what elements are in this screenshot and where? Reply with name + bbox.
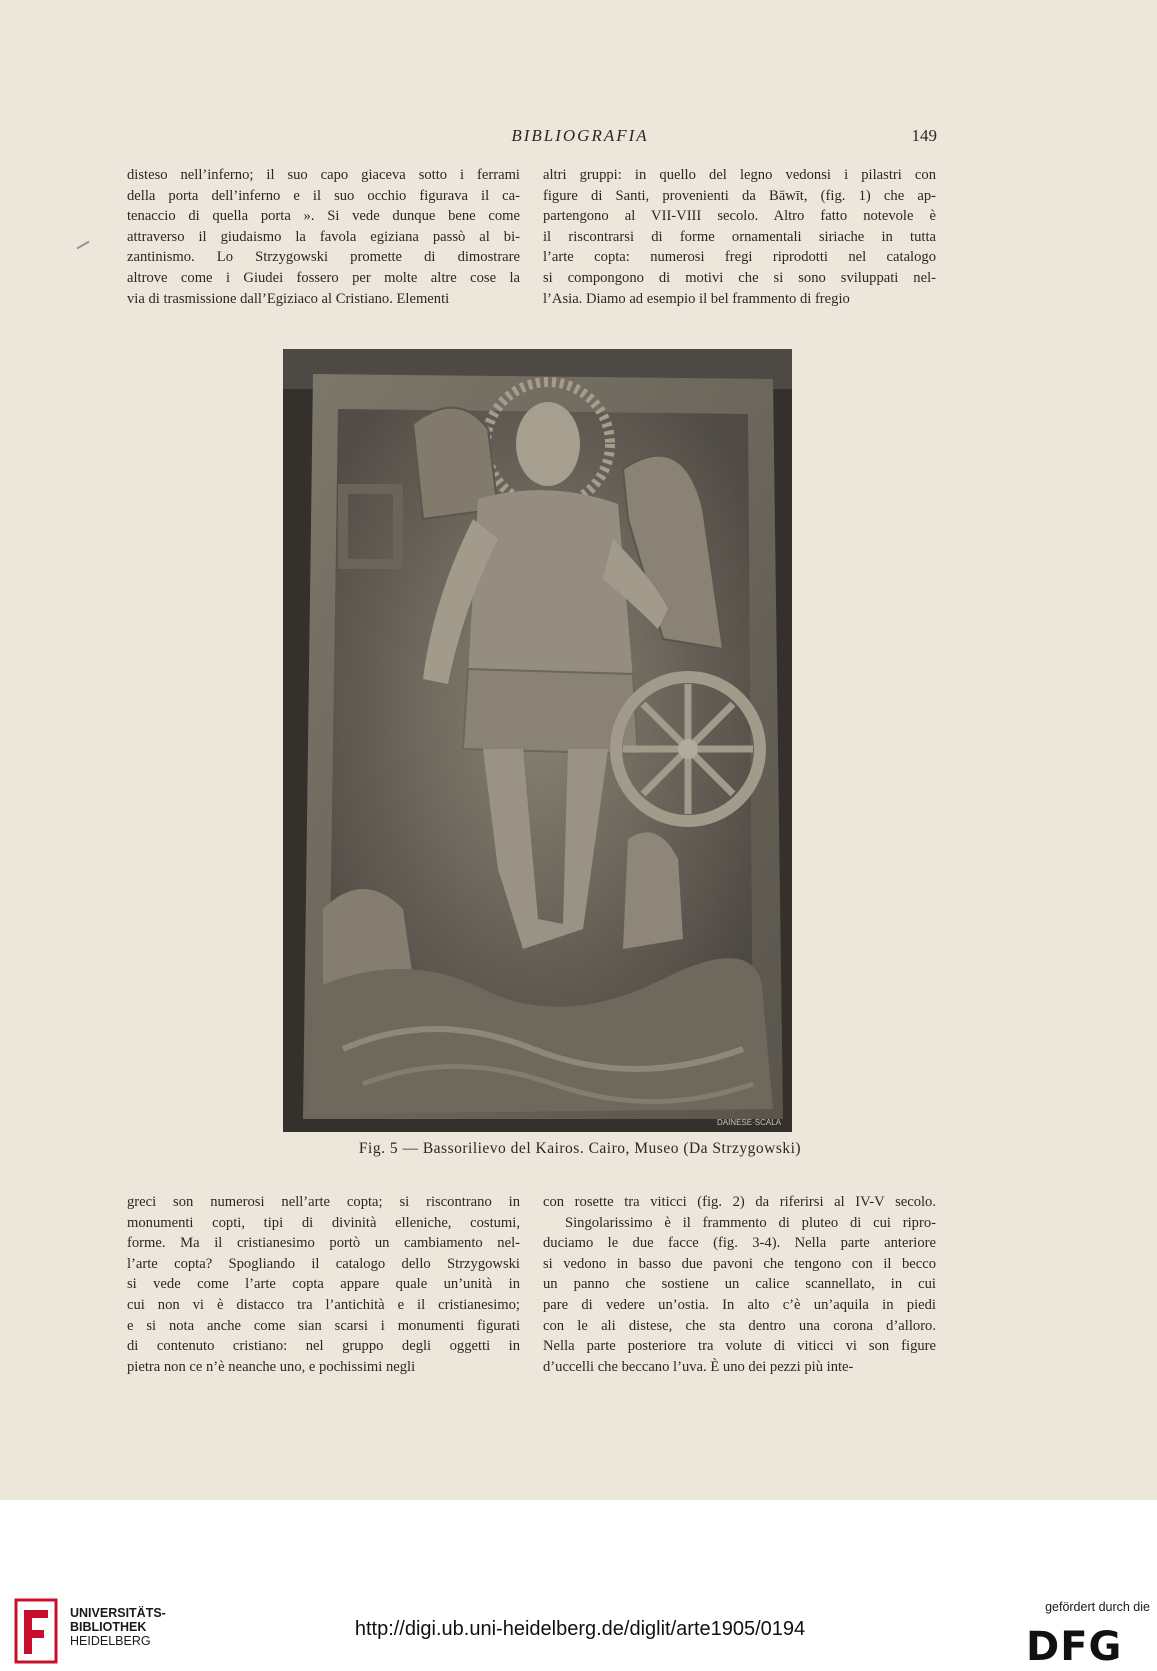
text-line: e si nota anche come sian scarsi i monumenti figurati xyxy=(127,1317,520,1334)
text-line: pietra non ce n’è neanche uno, e pochissimi negli xyxy=(127,1358,416,1375)
text-line: di contenuto cristiano: nel gruppo degli oggetti in xyxy=(127,1338,520,1355)
text-line: zantinismo. Lo Strzygowski promette di dimostrare xyxy=(127,249,520,266)
text-line: l’arte copta: numerosi fregi riprodotti nel catalogo xyxy=(543,249,936,266)
text-line: Singolarissimo è il frammento di pluteo di cui ripro- xyxy=(565,1214,936,1231)
head xyxy=(516,402,580,486)
library-name-line: HEIDELBERG xyxy=(70,1634,151,1648)
text-line: disteso nell’inferno; il suo capo giaceva sotto i ferrami xyxy=(127,167,520,183)
page-number: 149 xyxy=(911,126,937,145)
text-line: duciamo le due facce (fig. 3-4). Nella parte anteriore xyxy=(543,1235,936,1252)
running-title: BIBLIOGRAFIA xyxy=(511,126,649,145)
text-column-bottom-right xyxy=(543,1192,936,1377)
text-line: con le ali distese, che sta dentro una corona d’alloro. xyxy=(543,1317,936,1334)
text-line: il riscontrarsi di forme ornamentali siriache in tutta xyxy=(543,228,936,245)
text-line: partengono al VII-VIII secolo. Altro fatto notevole è xyxy=(543,208,936,225)
text-line: d’uccelli che beccano l’uva. È uno dei pezzi più inte- xyxy=(543,1358,854,1375)
text-line: l’arte copta? Spogliando il catalogo dello Strzygowski xyxy=(127,1255,520,1272)
text-line: via di trasmissione dall’Egiziaco al Cristiano. Elementi xyxy=(127,290,450,307)
figure-caption: Fig. 5 — Bassorilievo del Kairos. Cairo, Museo (Da Strzygowski) xyxy=(358,1140,802,1157)
text-line: monumenti copti, tipi di divinità elleniche, costumi, xyxy=(127,1214,520,1231)
text-line: l’Asia. Diamo ad esempio il bel frammento di fregio xyxy=(543,290,850,307)
text-line: altri gruppi: in quello del legno vedonsi i pilastri con xyxy=(543,167,936,183)
source-url-link[interactable]: http://digi.ub.uni-heidelberg.de/diglit/arte1905/0194 xyxy=(354,1618,806,1640)
text-column-bottom-left xyxy=(127,1192,520,1377)
library-name xyxy=(70,1606,166,1648)
text-line: si vedono in basso due pavoni che tengono con il becco xyxy=(543,1255,936,1272)
text-line: forme. Ma il cristianesimo portò un cambiamento nel- xyxy=(127,1235,520,1252)
funded-by-label: gefördert durch die xyxy=(1045,1600,1150,1614)
text-line: si vede come l’arte copta appare quale un’unità in xyxy=(127,1276,520,1293)
text-line: della porta dell’inferno e il suo occhio figurava il ca- xyxy=(127,187,520,204)
digitization-footer xyxy=(0,1500,1157,1671)
bas-relief-illustration xyxy=(283,349,792,1132)
photo-credit-corner: DAINESE·SCALA xyxy=(716,1118,781,1127)
torso xyxy=(468,490,633,694)
figure-bas-relief-photo xyxy=(283,349,792,1132)
text-line: si compongono di motivi che si sono sviluppati nel- xyxy=(543,269,936,286)
text-line: attraverso il giudaismo la favola egiziana passò al bi- xyxy=(127,228,520,245)
text-line: pare di vedere un’ostia. In alto c’è un’aquila in piedi xyxy=(543,1296,936,1313)
ub-heidelberg-logo-icon xyxy=(14,1598,58,1664)
text-line: con rosette tra viticci (fig. 2) da riferirsi al IV-V secolo. xyxy=(543,1194,936,1210)
text-line: Nella parte posteriore tra volute di viticci vi son figure xyxy=(543,1338,936,1355)
dfg-logo: DFG xyxy=(1026,1624,1123,1670)
text-line: tenaccio di quella porta ». Si vede dunque bene come xyxy=(127,208,520,225)
library-name-line: BIBLIOTHEK xyxy=(70,1620,147,1634)
margin-mark xyxy=(76,241,89,250)
text-line: greci son numerosi nell’arte copta; si riscontrano in xyxy=(127,1194,520,1210)
text-column-top-right xyxy=(543,165,936,309)
text-line: un panno che sostiene un calice scannellato, in cui xyxy=(543,1276,936,1293)
text-line: altrove come i Giudei fossero per molte altre cose la xyxy=(127,269,520,286)
text-column-top-left xyxy=(127,165,520,309)
library-name-line: UNIVERSITÄTS- xyxy=(70,1606,166,1620)
text-line: cui non vi è distacco tra l’antichità e il cristianesimo; xyxy=(127,1296,520,1313)
text-line: figure di Santi, provenienti da Bāwīt, (fig. 1) che ap- xyxy=(543,187,936,204)
